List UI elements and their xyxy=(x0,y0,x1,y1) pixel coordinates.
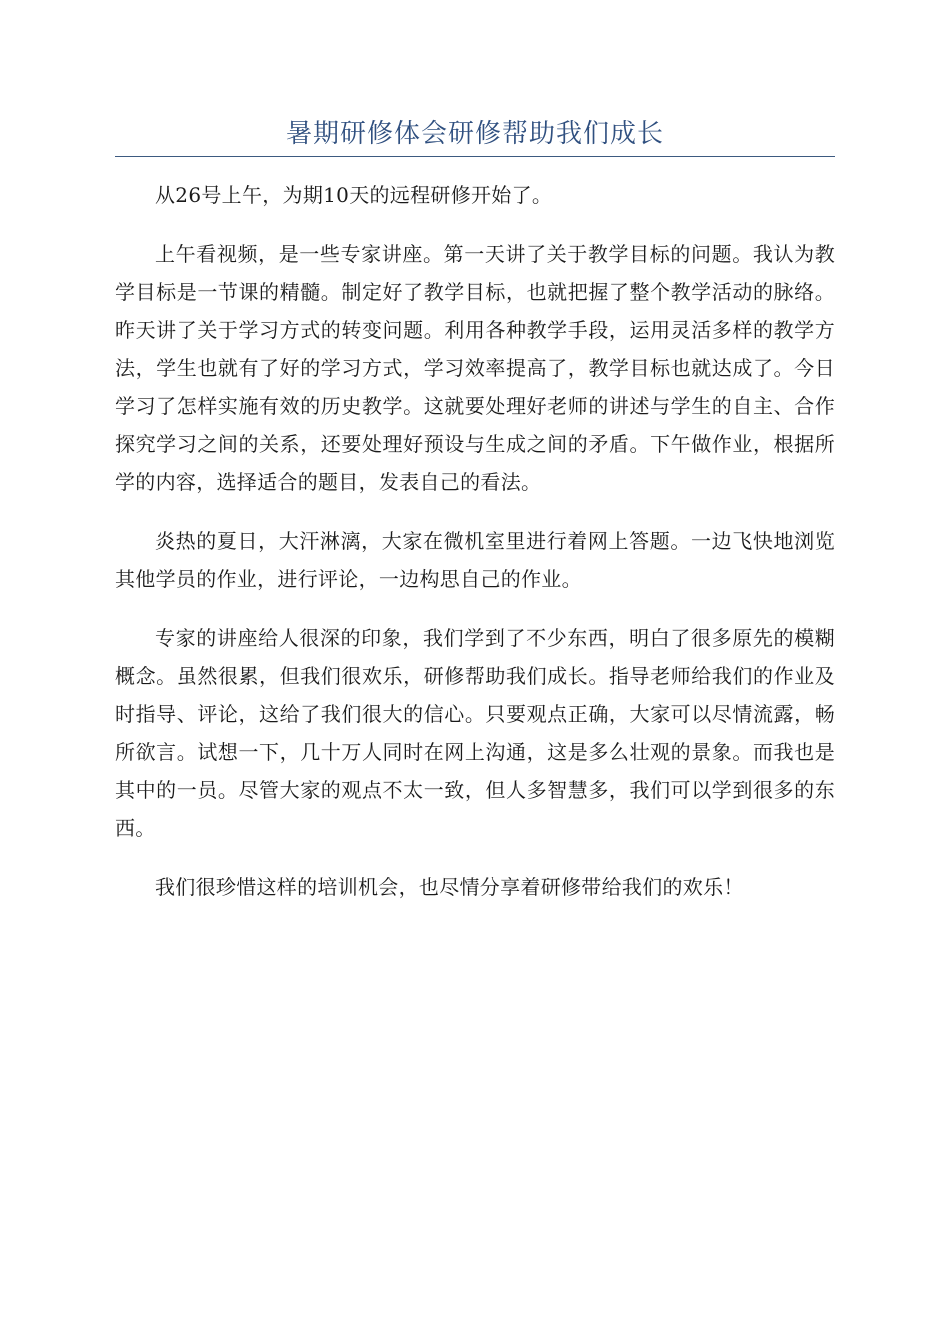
document-title: 暑期研修体会研修帮助我们成长 xyxy=(285,119,664,149)
paragraph-4: 专家的讲座给人很深的印象，我们学到了不少东西，明白了很多原先的模糊概念。虽然很累，但我们很欢乐，研修帮助我们成长。指导老师给我们的作业及时指导、评论，这给了我们很大的信心。只要观点正确，大家可以尽情流露，畅所欲言。试想一下，几十万人同时在网上沟通，这是多么壮观的景象。而我也是其中的一员。尽管大家的观点不太一致，但人多智慧多，我们可以学到很多的东西。 xyxy=(115,626,835,840)
paragraph-3: 炎热的夏日，大汗淋漓，大家在微机室里进行着网上答题。一边飞快地浏览其他学员的作业，进行评论，一边构思自己的作业。 xyxy=(115,529,835,591)
paragraph-5: 我们很珍惜这样的培训机会，也尽情分享着研修带给我们的欢乐！ xyxy=(155,875,744,899)
paragraph-2: 上午看视频，是一些专家讲座。第一天讲了关于教学目标的问题。我认为教学目标是一节课的精髓。制定好了教学目标，也就把握了整个教学活动的脉络。昨天讲了关于学习方式的转变问题。利用各种教学手段，运用灵活多样的教学方法，学生也就有了好的学习方式，学习效率提高了，教学目标也就达成了。今日学习了怎样实施有效的历史教学。这就要处理好老师的讲述与学生的自主、合作探究学习之间的关系，还要处理好预设与生成之间的矛盾。下午做作业，根据所学的内容，选择适合的题目，发表自己的看法。 xyxy=(115,242,835,494)
paragraph-1: 从26号上午，为期10天的远程研修开始了。 xyxy=(155,183,553,207)
title-block xyxy=(115,112,835,157)
document-body xyxy=(115,176,835,927)
